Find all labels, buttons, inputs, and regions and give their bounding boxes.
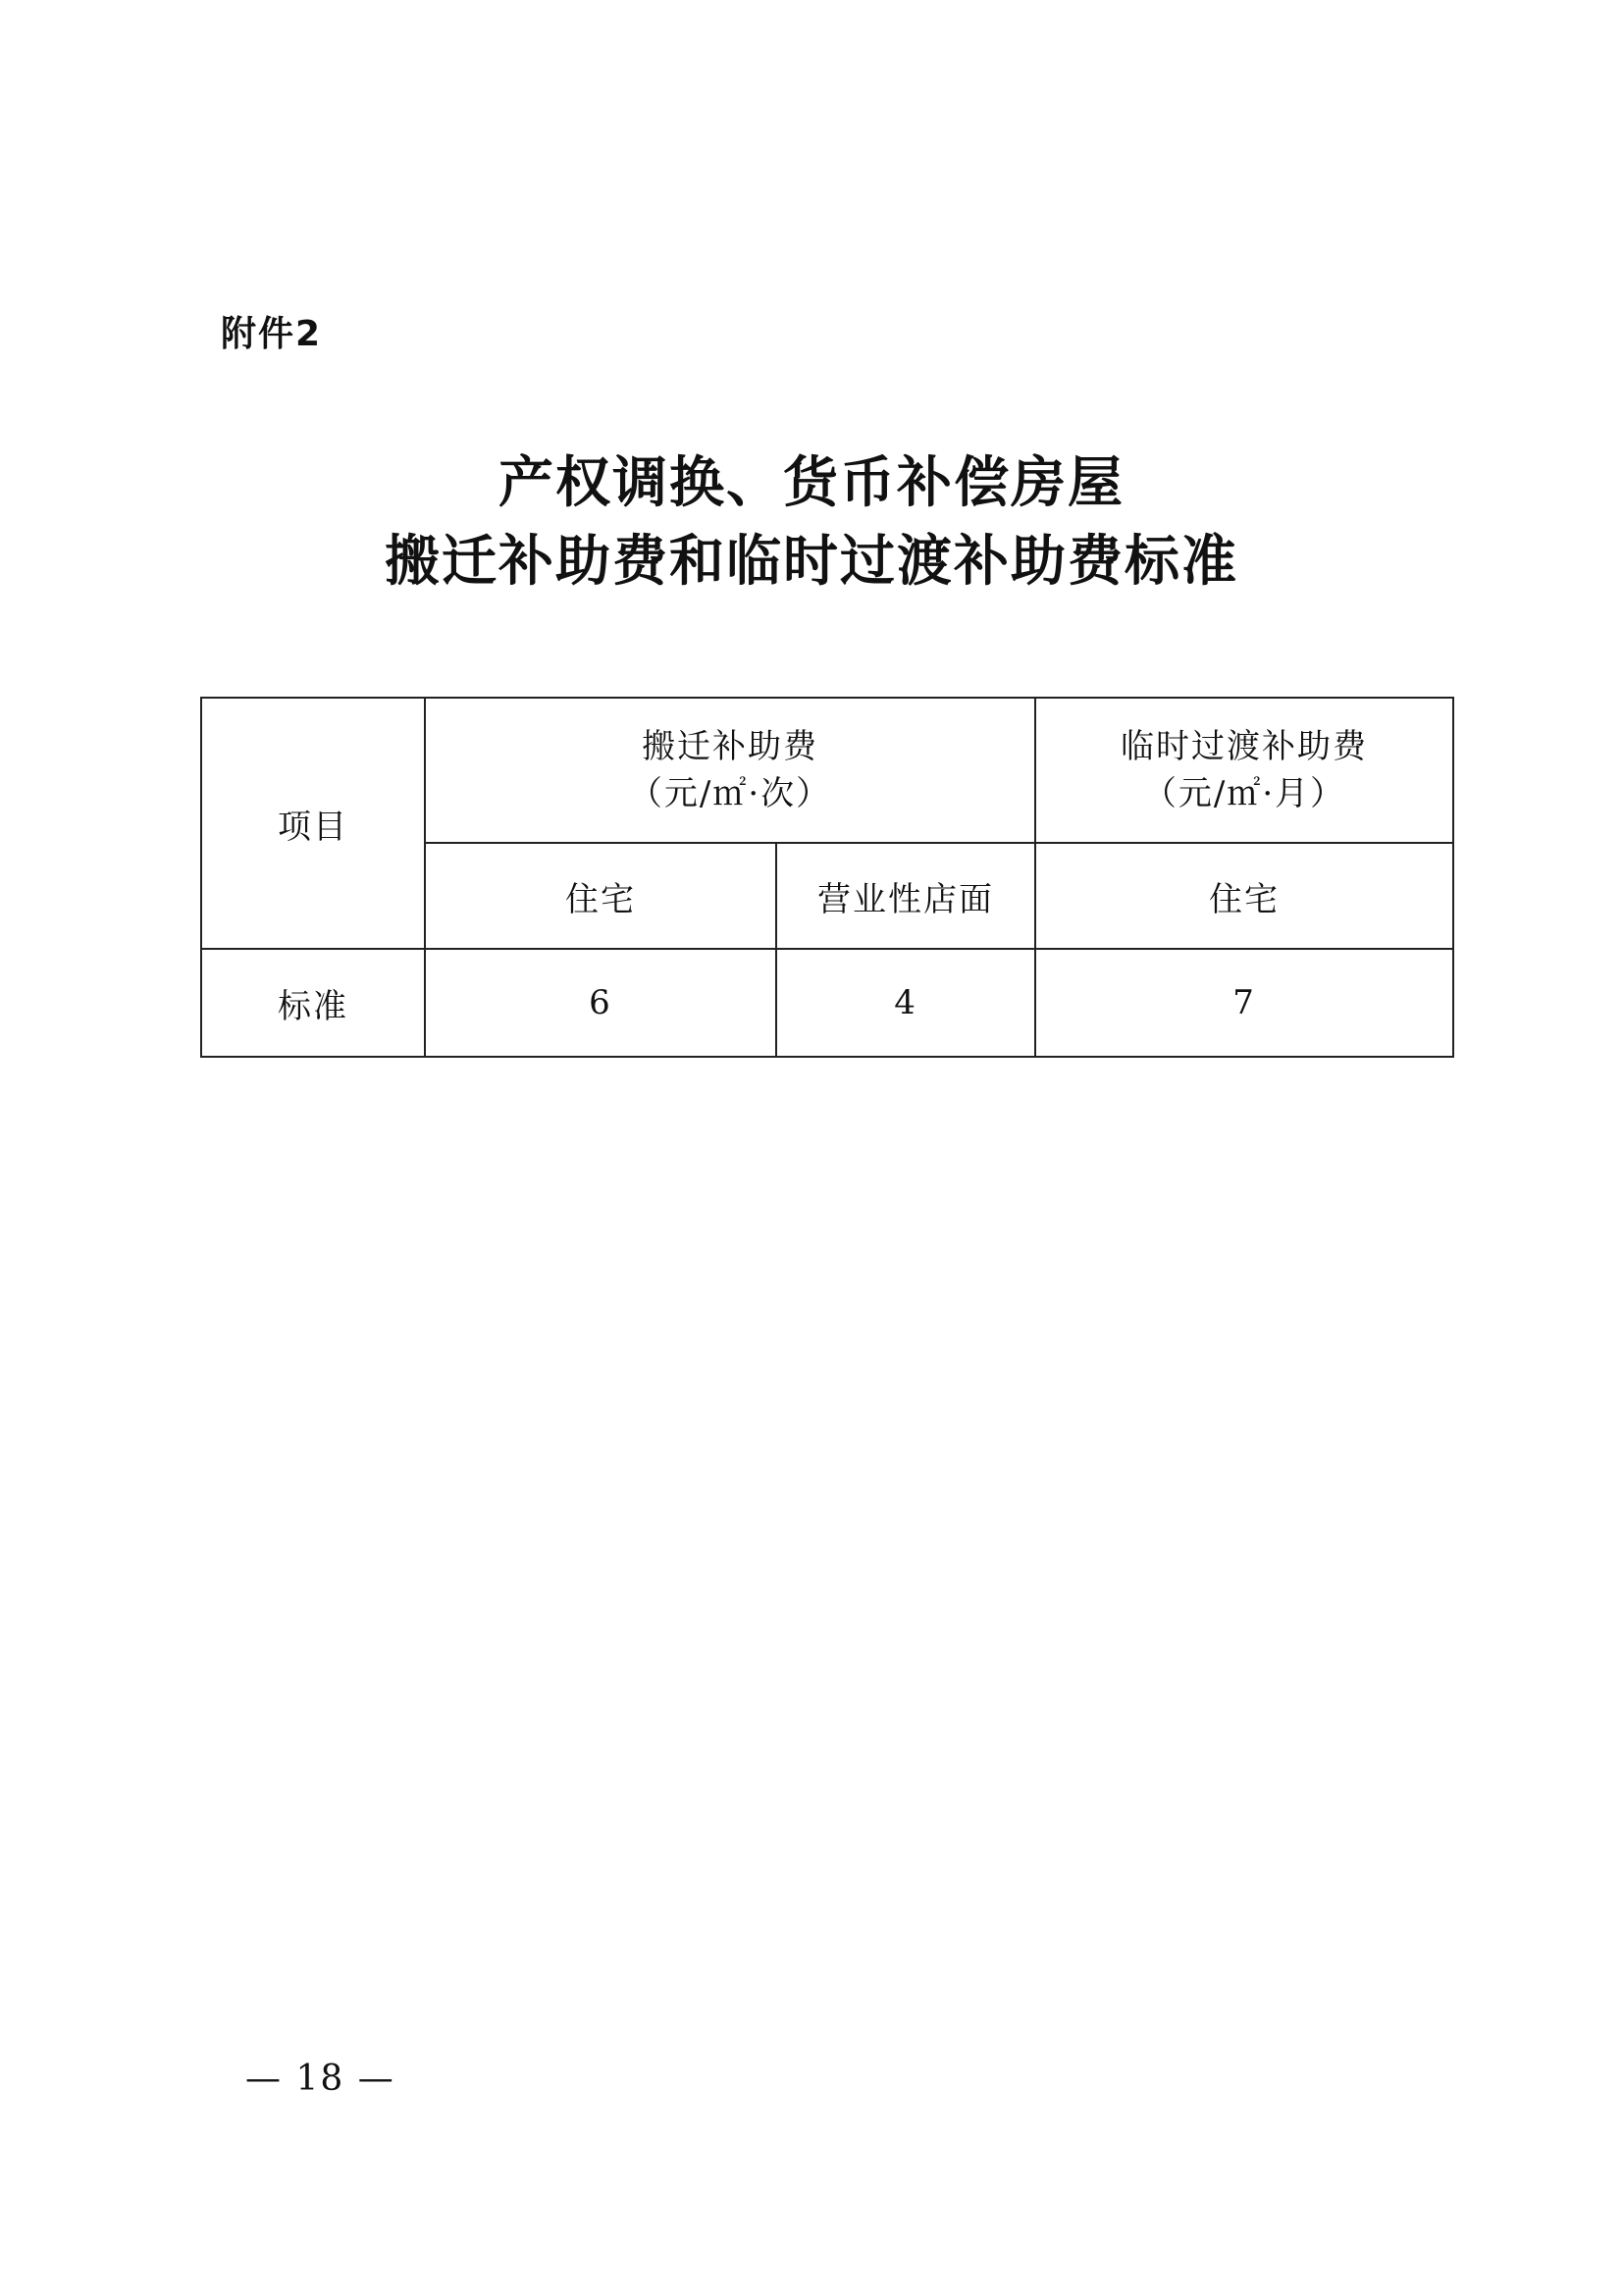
- transition-subsidy-label: 临时过渡补助费: [1121, 727, 1369, 766]
- document-title-line-2: 搬迁补助费和临时过渡补助费标准: [385, 529, 1238, 594]
- subsidy-standards-table: [200, 697, 1454, 1058]
- table-header-row: [201, 698, 1453, 843]
- document-title-line-1: 产权调换、货币补偿房屋: [498, 450, 1125, 515]
- attachment-label: 附件2: [221, 314, 323, 354]
- item-header-cell: 项目: [201, 698, 425, 949]
- table-row: [201, 949, 1453, 1057]
- transition-subsidy-header-cell: [1035, 698, 1453, 843]
- transition-subsidy-unit: （元/㎡·月）: [1142, 774, 1346, 813]
- relocation-subsidy-unit: （元/㎡·次）: [628, 774, 832, 813]
- value-commercial-shop: 4: [776, 949, 1035, 1057]
- value-residential-transition: 7: [1035, 949, 1453, 1057]
- row-label-standard: 标准: [201, 949, 425, 1057]
- relocation-subsidy-header-cell: [425, 698, 1035, 843]
- value-residential-relocation: 6: [425, 949, 776, 1057]
- subheader-residential-transition: 住宅: [1035, 843, 1453, 949]
- relocation-subsidy-label: 搬迁补助费: [642, 727, 818, 766]
- subheader-residential-relocation: 住宅: [425, 843, 776, 949]
- page-number: — 18 —: [245, 2059, 395, 2099]
- subheader-commercial-shop: 营业性店面: [776, 843, 1035, 949]
